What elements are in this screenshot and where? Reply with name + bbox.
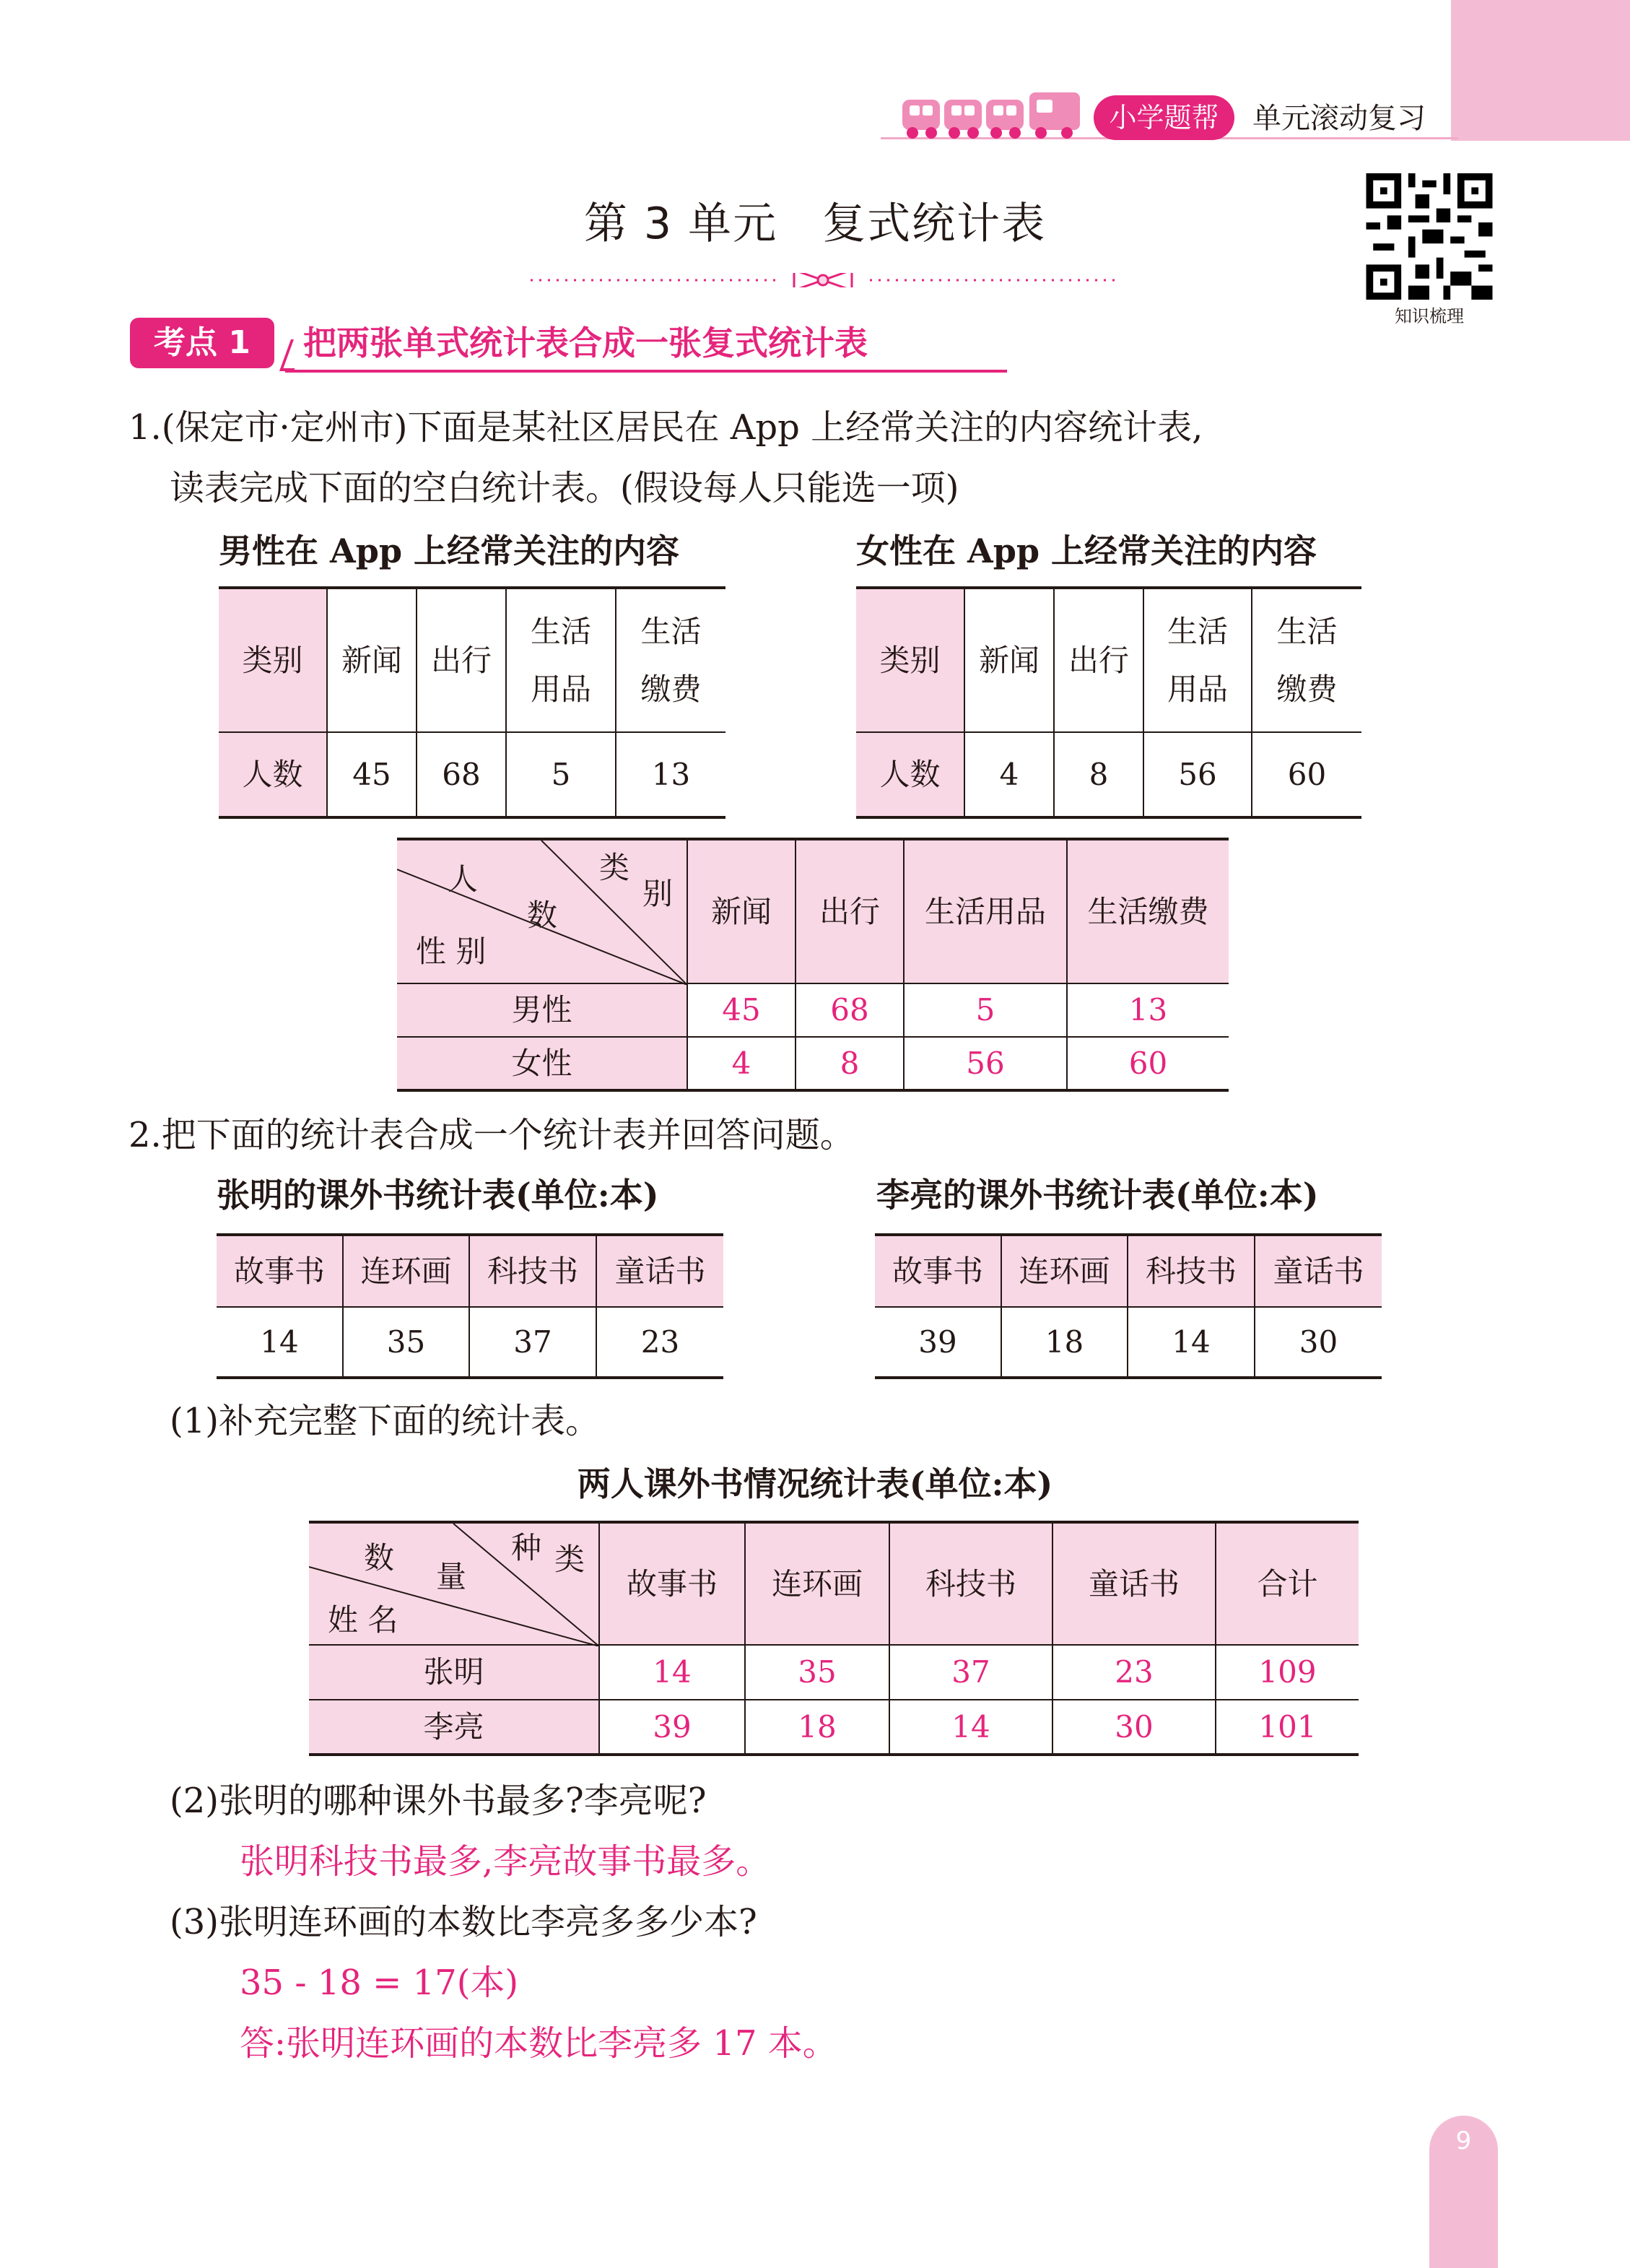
value-cell: 18: [1001, 1307, 1128, 1378]
value-cell: 13: [616, 732, 725, 817]
value-cell: 56: [1143, 732, 1252, 817]
q2-combined-table: [309, 1521, 1359, 1756]
page-title: 第 3 单元 复式统计表: [583, 199, 1047, 249]
q1-line1: 1.(保定市·定州市)下面是某社区居民在 App 上经常关注的内容统计表,: [128, 407, 1203, 448]
header-fairy-tales: 童话书: [596, 1235, 723, 1307]
answer-cell: 39: [599, 1700, 745, 1755]
header-travel: 出行: [1054, 588, 1143, 732]
female-table-title: 女性在 App 上经常关注的内容: [856, 531, 1317, 570]
diagonal-header-cell: 类 别 人 数 性 别: [397, 839, 687, 983]
kaodian-underline: [285, 370, 1007, 373]
bow-icon: [794, 273, 852, 287]
value-cell: 23: [596, 1307, 723, 1378]
answer-cell: 30: [1052, 1700, 1216, 1755]
header-science: 科技书: [1128, 1235, 1255, 1307]
q2-line1: 2.把下面的统计表合成一个统计表并回答问题。: [128, 1115, 855, 1155]
value-cell: 30: [1255, 1307, 1382, 1378]
row-label-zhang: 张明: [309, 1645, 599, 1700]
q2-sub1: (1)补充完整下面的统计表。: [170, 1401, 600, 1441]
value-cell: 35: [343, 1307, 469, 1378]
header-bills: 生活 缴费: [1252, 588, 1361, 732]
header-bills: 生活缴费: [1067, 839, 1229, 983]
header-stories: 故事书: [875, 1235, 1001, 1307]
header-travel: 出行: [796, 839, 904, 983]
answer-cell: 4: [687, 1037, 796, 1090]
value-cell: 39: [875, 1307, 1001, 1378]
li-table: [875, 1233, 1382, 1379]
row-label-li: 李亮: [309, 1700, 599, 1755]
kaodian-hook: [279, 339, 305, 371]
header-comics: 连环画: [745, 1522, 889, 1645]
answer-cell: 13: [1067, 983, 1229, 1037]
header-news: 新闻: [687, 839, 796, 983]
value-cell: 37: [469, 1307, 596, 1378]
header-science: 科技书: [469, 1235, 596, 1307]
page-number-tab: [1429, 2116, 1498, 2268]
corner-tab: [1451, 0, 1630, 141]
answer-cell: 37: [889, 1645, 1052, 1700]
value-cell: 5: [506, 732, 616, 817]
header-news: 新闻: [964, 588, 1054, 732]
value-cell: 45: [327, 732, 417, 817]
qr-caption: 知识梳理: [1395, 306, 1464, 326]
answer-cell: 45: [687, 983, 796, 1037]
header-bills: 生活 缴费: [616, 588, 725, 732]
answer-cell: 23: [1052, 1645, 1216, 1700]
q2-answer3-text: 答:张明连环画的本数比李亮多 17 本。: [240, 2023, 837, 2064]
header-travel: 出行: [417, 588, 506, 732]
answer-cell: 60: [1067, 1037, 1229, 1090]
answer-cell: 101: [1216, 1700, 1359, 1755]
q2-sub3: (3)张明连环画的本数比李亮多多少本?: [170, 1902, 757, 1942]
q2-answer2: 张明科技书最多,李亮故事书最多。: [240, 1841, 771, 1882]
answer-cell: 56: [904, 1037, 1067, 1090]
row-label-male: 男性: [397, 983, 687, 1037]
combined-books-title: 两人课外书情况统计表(单位:本): [577, 1464, 1053, 1503]
header-comics: 连环画: [1001, 1235, 1128, 1307]
header-category: 类别: [219, 588, 327, 732]
header-title: 单元滚动复习: [1252, 102, 1426, 135]
zhang-table-title: 张明的课外书统计表(单位:本): [217, 1176, 659, 1215]
header-fairy-tales: 童话书: [1052, 1522, 1216, 1645]
row-label-count: 人数: [219, 732, 327, 817]
answer-cell: 14: [599, 1645, 745, 1700]
header-total: 合计: [1216, 1522, 1359, 1645]
value-cell: 8: [1054, 732, 1143, 817]
q1-line2: 读表完成下面的空白统计表。(假设每人只能选一项): [170, 468, 959, 508]
header-daily-goods: 生活 用品: [506, 588, 616, 732]
value-cell: 4: [964, 732, 1054, 817]
answer-cell: 8: [796, 1037, 904, 1090]
q2-sub2: (2)张明的哪种课外书最多?李亮呢?: [170, 1781, 707, 1821]
header-stories: 故事书: [599, 1522, 745, 1645]
li-table-title: 李亮的课外书统计表(单位:本): [876, 1176, 1319, 1215]
train-icon: [902, 85, 1083, 143]
row-label-female: 女性: [397, 1037, 687, 1090]
zhang-table: [217, 1233, 723, 1379]
header-fairy-tales: 童话书: [1255, 1235, 1382, 1307]
q1-combined-table: [397, 838, 1229, 1092]
answer-cell: 14: [889, 1700, 1052, 1755]
header-stories: 故事书: [217, 1235, 343, 1307]
answer-cell: 109: [1216, 1645, 1359, 1700]
answer-cell: 35: [745, 1645, 889, 1700]
kaodian-title: 把两张单式统计表合成一张复式统计表: [303, 323, 868, 362]
header-daily-goods: 生活用品: [904, 839, 1067, 983]
header-daily-goods: 生活 用品: [1143, 588, 1252, 732]
header-news: 新闻: [327, 588, 417, 732]
header-comics: 连环画: [343, 1235, 469, 1307]
diagonal-header-cell: 种 类 数 量 姓 名: [309, 1522, 599, 1645]
header-science: 科技书: [889, 1522, 1052, 1645]
page-number: 9: [1455, 2126, 1472, 2155]
brand-badge: 小学题帮: [1094, 95, 1234, 140]
value-cell: 60: [1252, 732, 1361, 817]
female-table: [856, 586, 1361, 819]
value-cell: 14: [217, 1307, 343, 1378]
q2-answer3-calc: 35 - 18 = 17(本): [240, 1963, 519, 2003]
row-label-count: 人数: [856, 732, 964, 817]
value-cell: 68: [417, 732, 506, 817]
value-cell: 14: [1128, 1307, 1255, 1378]
answer-cell: 5: [904, 983, 1067, 1037]
title-decoration: [531, 273, 1115, 287]
qr-code-icon: [1364, 173, 1494, 300]
header-category: 类别: [856, 588, 964, 732]
answer-cell: 68: [796, 983, 904, 1037]
male-table-title: 男性在 App 上经常关注的内容: [219, 531, 680, 570]
kaodian-badge: 考点 1: [130, 318, 274, 368]
answer-cell: 18: [745, 1700, 889, 1755]
male-table: [219, 586, 725, 819]
